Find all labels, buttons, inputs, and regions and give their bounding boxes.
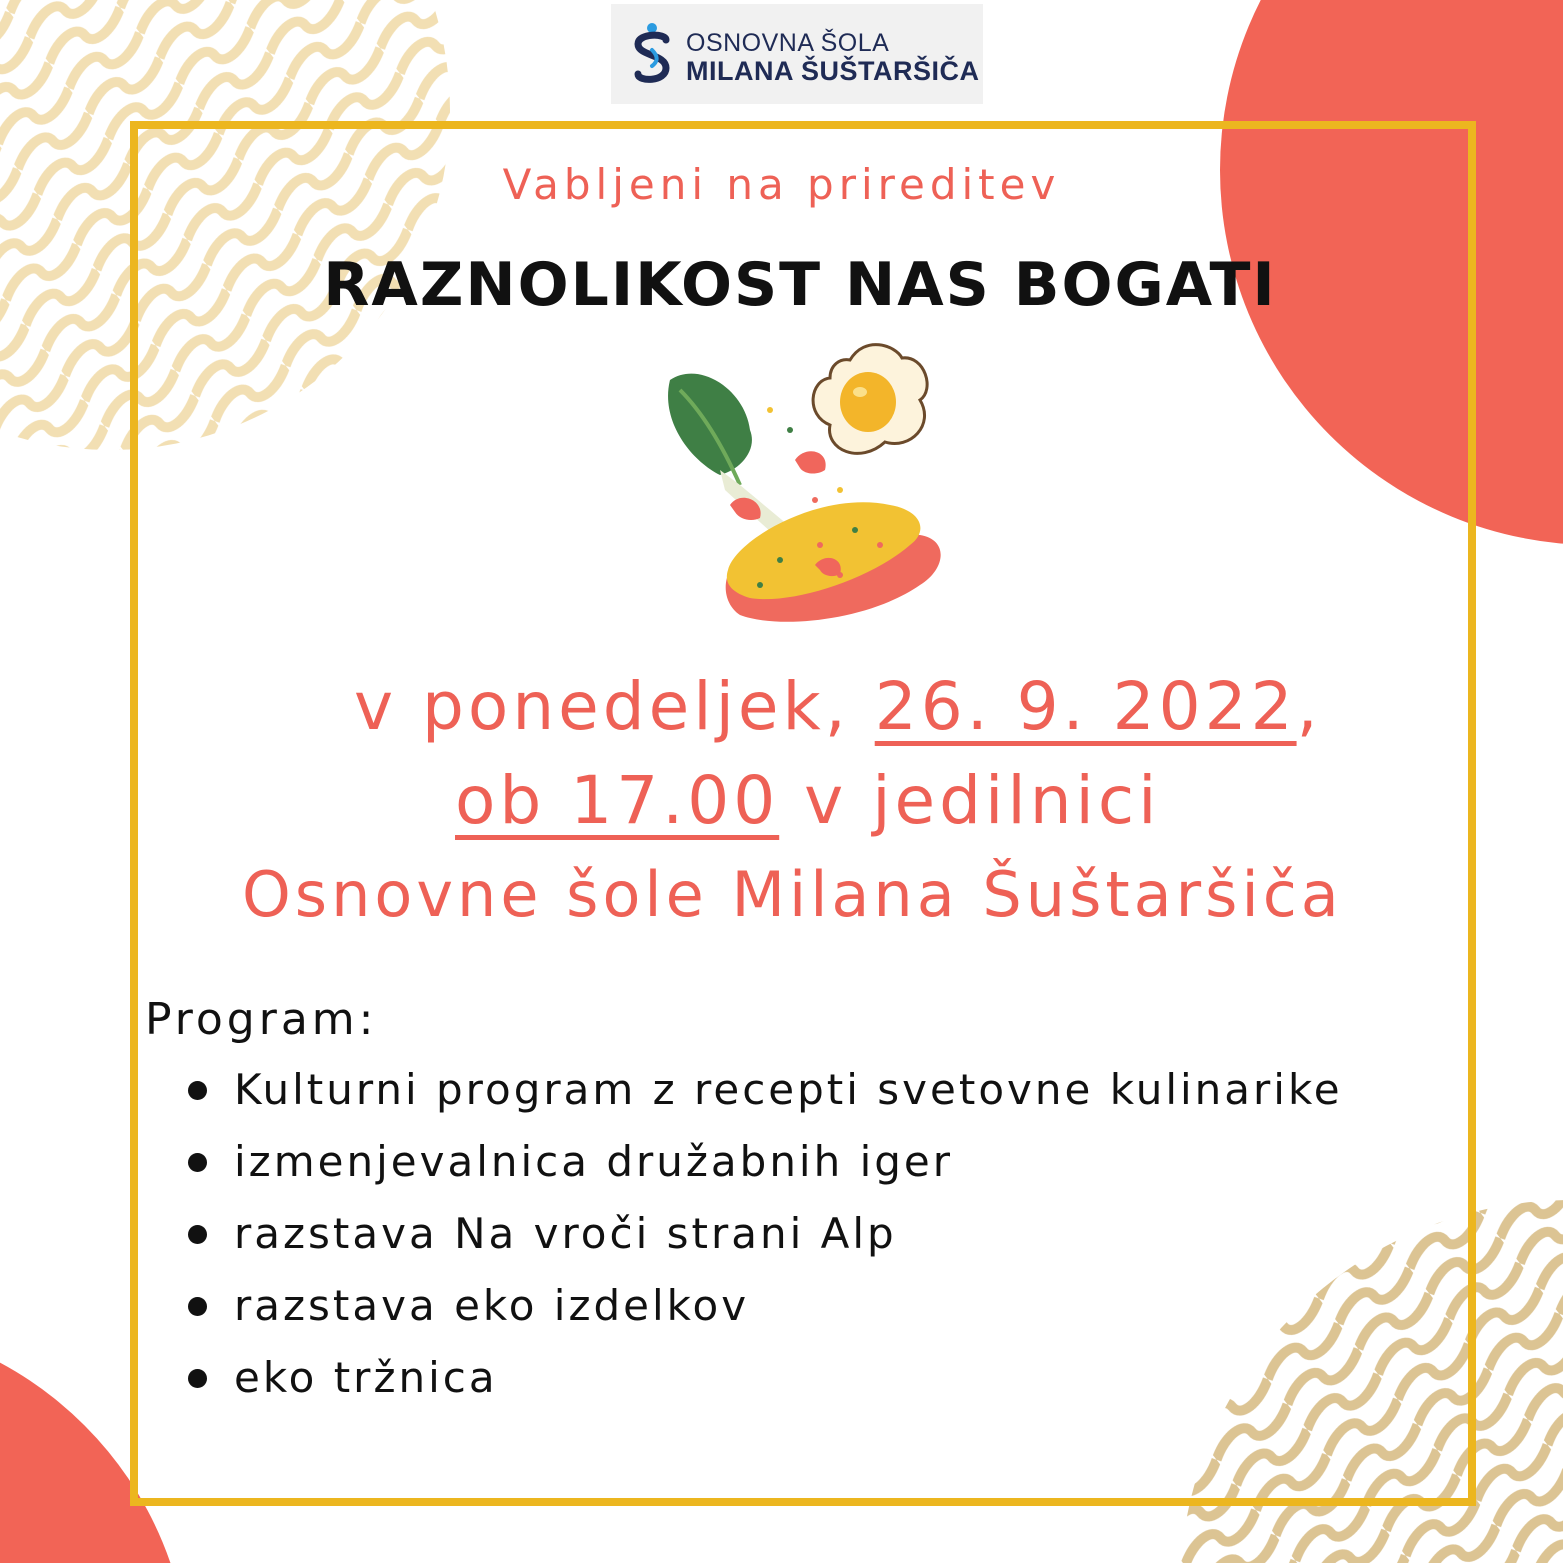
intro-text: Vabljeni na prireditev xyxy=(502,160,1061,209)
program-item-text: eko tržnica xyxy=(234,1353,498,1402)
program-label: Program: xyxy=(145,994,378,1045)
date-suffix: , xyxy=(1296,668,1322,745)
logo-text-line2: MILANA ŠUŠTARŠIČA xyxy=(686,56,980,86)
school-logo-icon xyxy=(626,20,678,92)
program-item-text: razstava Na vroči strani Alp xyxy=(234,1209,897,1258)
event-date-line xyxy=(354,668,1322,745)
event-title: RAZNOLIKOST NAS BOGATI xyxy=(323,250,1277,320)
food-illustration-icon xyxy=(640,330,960,640)
date-prefix: v ponedeljek, xyxy=(354,668,875,745)
event-school: Osnovne šole Milana Šuštaršiča xyxy=(242,858,1343,931)
program-item-text: razstava eko izdelkov xyxy=(234,1281,750,1330)
event-place: v jedilnici xyxy=(779,762,1161,839)
bullet-icon xyxy=(188,1081,207,1100)
bullet-icon xyxy=(188,1225,207,1244)
bullet-icon xyxy=(188,1297,207,1316)
bullet-icon xyxy=(188,1369,207,1388)
program-item-text: Kulturni program z recepti svetovne kulinarike xyxy=(234,1065,1343,1114)
event-time: ob 17.00 xyxy=(455,762,780,839)
event-time-line xyxy=(455,762,1161,839)
program-item-text: izmenjevalnica družabnih iger xyxy=(234,1137,954,1186)
logo-text-line1: OSNOVNA ŠOLA xyxy=(686,29,890,57)
event-date: 26. 9. 2022 xyxy=(874,668,1297,745)
bullet-icon xyxy=(188,1153,207,1172)
